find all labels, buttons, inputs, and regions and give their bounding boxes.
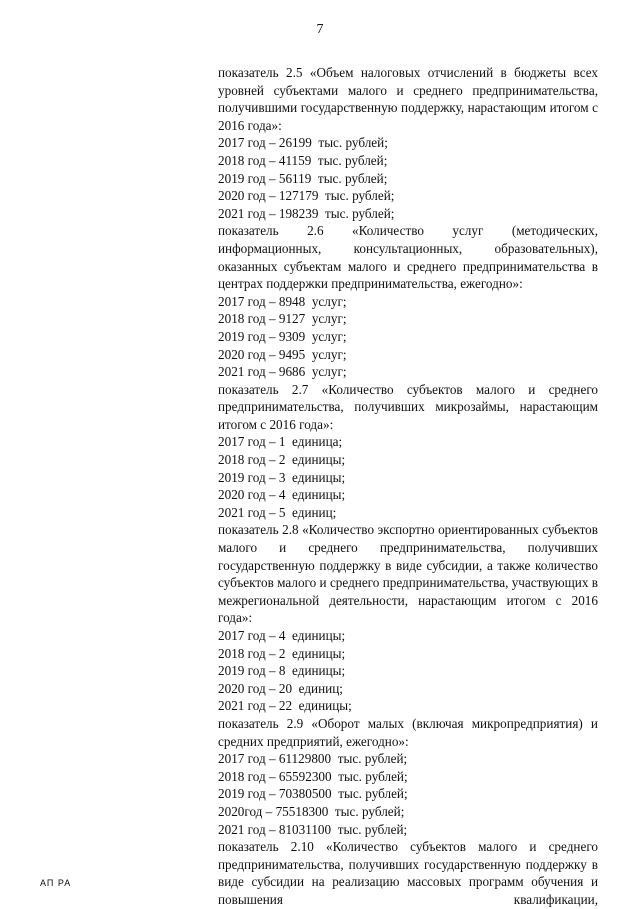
indicator-2-9 [218,715,598,838]
year-value: 2017 год – 8948 услуг; [218,293,347,309]
year-value: 2019 год – 70380500 тыс. рублей; [218,786,408,802]
indicator-values [218,627,598,715]
year-value: 2021 год – 9686 услуг; [218,364,347,380]
year-value: 2019 год – 56119 тыс. рублей; [218,170,388,186]
year-value: 2018 год – 2 единицы; [218,645,346,661]
year-value: 2020 год – 9495 услуг; [218,346,347,362]
year-value: 2017 год – 1 единица; [218,434,343,450]
footer-code: АП РА [40,878,72,888]
indicator-2-10 [218,838,598,908]
indicator-values [218,750,598,838]
year-value: 2021 год – 22 единицы; [218,698,352,714]
indicator-text: показатель 2.8 «Количество экспортно ориентированных субъектов малого и среднего предпринимательства, получивших государственную поддержку в виде субсидии, а также количество субъектов малого и среднего предпринимательства, участвующих в межрегиональной деятельности, нарастающим итогом с 2016 года»: [218,522,598,626]
indicator-text: показатель 2.10 «Количество субъектов малого и среднего предпринимательства, получивших государственную поддержку в виде субсидии на реализацию массовых программ обучения и повышения квалификации, [218,839,598,907]
year-value: 2018 год – 2 единицы; [218,452,346,468]
year-value: 2020год – 75518300 тыс. рублей; [218,803,405,819]
indicator-text: показатель 2.6 «Количество услуг (методических, информационных, консультационных, образовательных), оказанных субъектам малого и среднего предпринимательства в центрах поддержки предпринимательства, ежегодно»: [218,223,598,292]
page-number: 7 [316,22,324,37]
indicator-2-8 [218,521,598,715]
year-value: 2017 год – 61129800 тыс. рублей; [218,751,408,767]
indicator-text: показатель 2.9 «Оборот малых (включая микропредприятия) и средних предприятий, ежегодно»: [218,715,598,749]
year-value: 2017 год – 4 единицы; [218,628,346,643]
indicator-values [218,433,598,521]
year-value: 2017 год – 26199 тыс. рублей; [218,135,388,151]
indicator-text: показатель 2.7 «Количество субъектов малого и среднего предпринимательства, получивших микрозаймы, нарастающим итогом с 2016 года»: [218,381,598,432]
year-value: 2020 год – 127179 тыс. рублей; [218,188,395,204]
year-value: 2019 год – 3 единицы; [218,469,346,485]
year-value: 2018 год – 41159 тыс. рублей; [218,152,388,168]
indicator-2-7 [218,381,598,522]
year-value: 2021 год – 198239 тыс. рублей; [218,205,395,221]
year-value: 2019 год – 9309 услуг; [218,328,347,344]
document-body [218,64,598,909]
indicator-values [218,293,598,381]
year-value: 2019 год – 8 единицы; [218,663,346,679]
indicator-values [218,134,598,222]
year-value: 2020 год – 20 единиц; [218,680,343,696]
year-value: 2018 год – 65592300 тыс. рублей; [218,768,408,784]
year-value: 2021 год – 5 единиц; [218,504,337,520]
indicator-text: показатель 2.5 «Объем налоговых отчислений в бюджеты всех уровней субъектами малого и среднего предпринимательства, получившими государственную поддержку, нарастающим итогом с 2016 года»: [218,65,598,133]
year-value: 2020 год – 4 единицы; [218,487,346,503]
indicator-2-5 [218,64,598,222]
year-value: 2021 год – 81031100 тыс. рублей; [218,821,408,837]
year-value: 2018 год – 9127 услуг; [218,311,347,327]
indicator-2-6 [218,222,598,380]
